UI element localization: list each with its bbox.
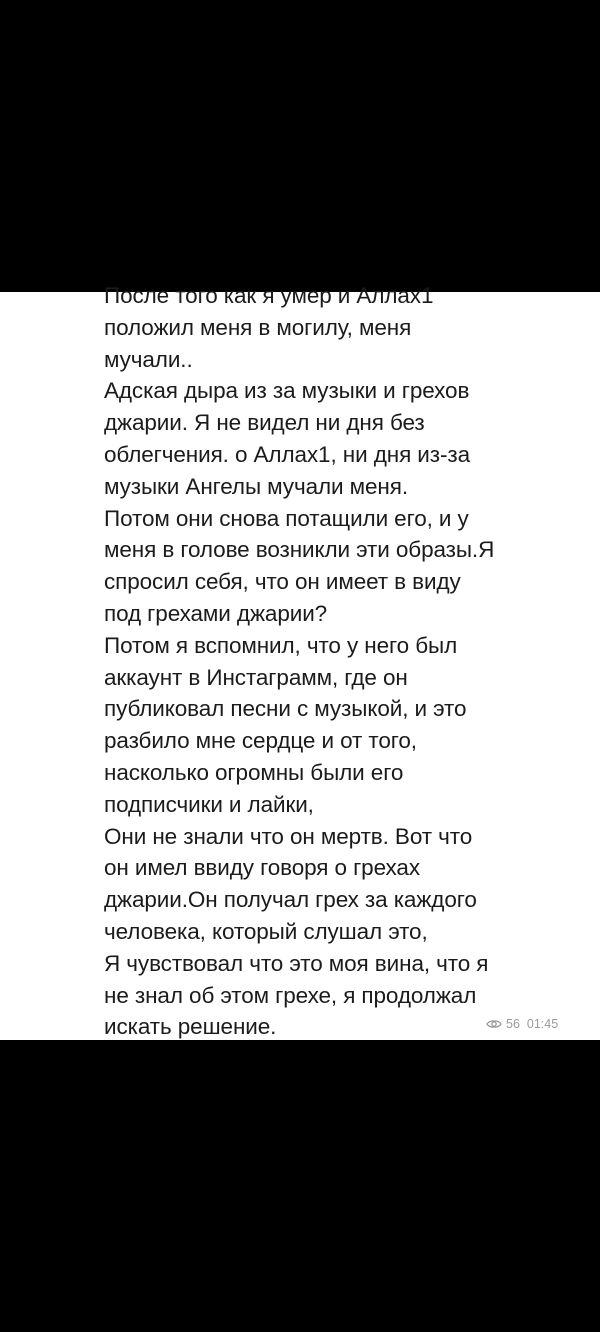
message-line: подписчики и лайки, xyxy=(104,791,314,817)
message-line: Потом они снова потащили его, и у xyxy=(104,505,469,531)
message-line: мучали.. xyxy=(104,346,193,372)
message-line: джарии.Он получал грех за каждого xyxy=(104,887,477,913)
message-line: публиковал песни с музыкой, и это xyxy=(104,696,467,722)
message-line: положил меня в могилу, меня xyxy=(104,314,412,340)
message-line: музыки Ангелы мучали меня. xyxy=(104,473,408,499)
message-line: искать решение. xyxy=(104,1014,277,1040)
message-line: Потом я вспомнил, что у него был xyxy=(104,632,458,658)
top-letterbox xyxy=(0,0,600,292)
screenshot-area xyxy=(0,283,600,1040)
message-line: не знал об этом грехе, я продолжал xyxy=(104,982,477,1008)
view-count: 56 xyxy=(506,1017,520,1031)
message-line: облегчения. о Аллах1, ни дня из-за xyxy=(104,441,471,467)
message-line: меня в голове возникли эти образы.Я xyxy=(104,537,495,563)
message-line: Адская дыра из за музыки и грехов xyxy=(104,378,470,404)
message-line: спросил себя, что он имеет в виду xyxy=(104,569,461,595)
message-meta xyxy=(486,1015,558,1033)
message-line: После того как я умер и Аллах1 xyxy=(104,283,434,308)
message-line: под грехами джарии? xyxy=(104,600,328,626)
message-line: джарии. Я не видел ни дня без xyxy=(104,410,425,436)
message-line: он имел ввиду говоря о грехах xyxy=(104,855,420,881)
bottom-letterbox xyxy=(0,1040,600,1332)
message-line: разбило мне сердце и от того, xyxy=(104,728,417,754)
message-time: 01:45 xyxy=(526,1017,559,1031)
message-line: человека, который слушал это, xyxy=(104,918,428,944)
message-line: аккаунт в Инстаграмм, где он xyxy=(104,664,408,690)
message-line: насколько огромны были его xyxy=(104,759,404,785)
message-text xyxy=(104,280,544,1075)
message-line: Они не знали что он мертв. Вот что xyxy=(104,823,473,849)
message-bubble[interactable] xyxy=(64,283,559,1040)
message-line: Я чувствовал что это моя вина, что я xyxy=(104,950,489,976)
eye-icon xyxy=(486,1018,502,1030)
